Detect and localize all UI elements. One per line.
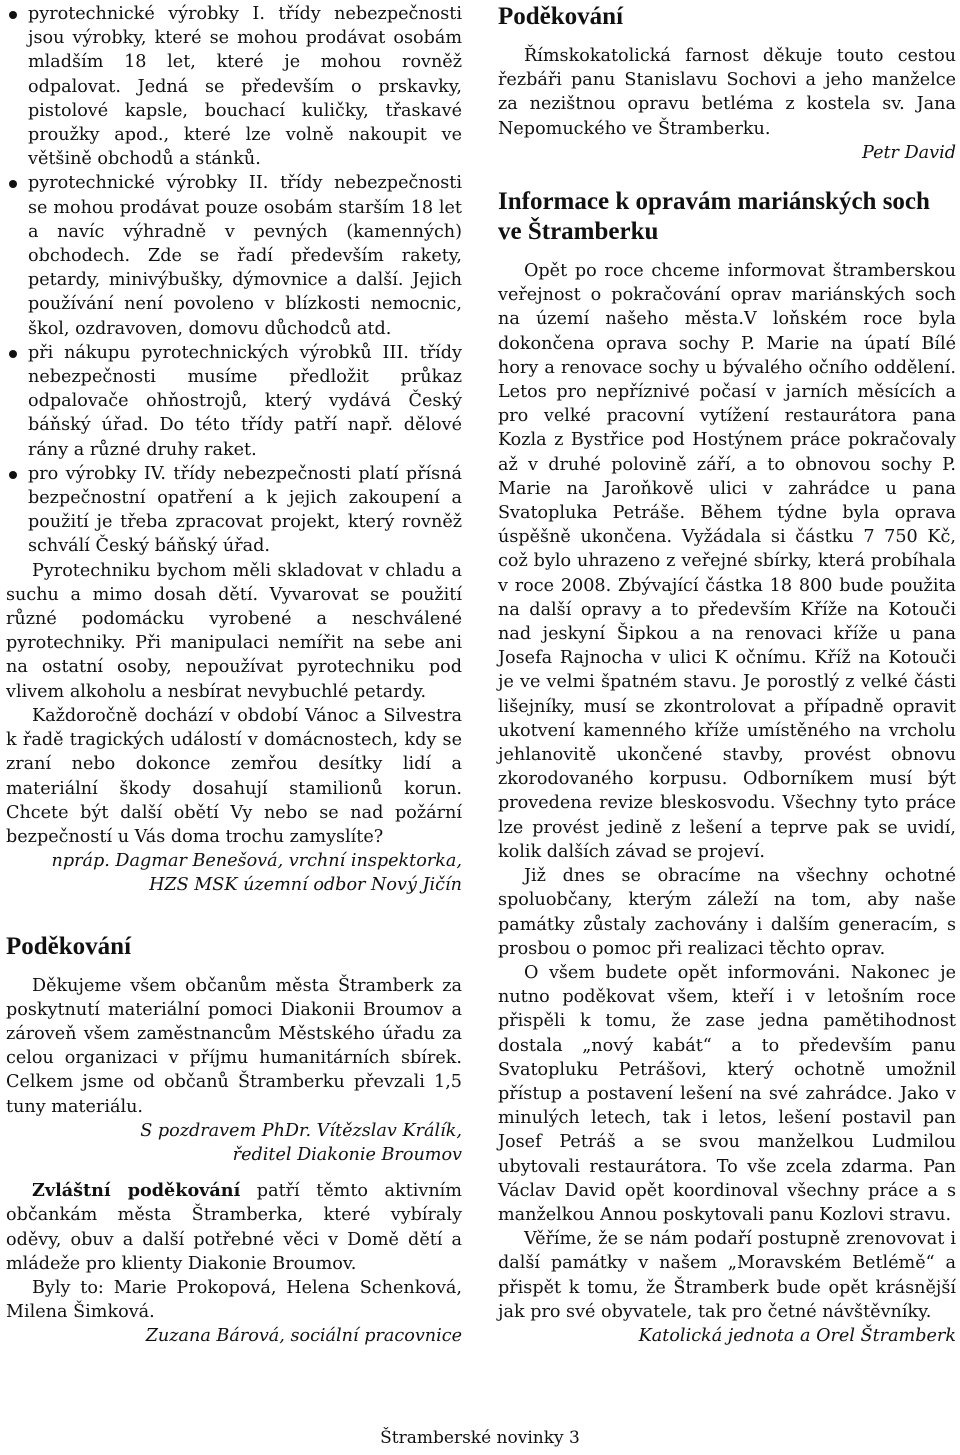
diakonie-title: ředitel Diakonie Broumov — [232, 1144, 462, 1165]
section-heading-statues: Informace k opravám mariánských soch ve Štramberku — [498, 188, 930, 246]
statues-paragraph-3: O všem budete opět informováni. Nakonec je nutno poděkovat všem, kteří i v letošním roce přispěli k tomu, že zase jedna pamětihodnost dostala „nový kabát“ a to především panu Svatopluku Petrášovi, který ochotně umožnil přístup a postavení lešení na své zahrádce. Jako v minulých letech, tak i letos, lešení postavil pan Josef Petráš a se svou manželkou Ludmilou ubytovali restaurátora. To vše zcela zdarma. Pan Václav David opět koordinoval všechny práce a s manželkou Annou poskytovali panu Kozlovi stravu. — [498, 962, 956, 1225]
page-footer: Štramberské novinky 3 — [380, 1428, 580, 1448]
author-signature: npráp. Dagmar Benešová, vrchní inspektorka, — [51, 851, 462, 872]
storage-paragraph: Pyrotechniku bychom měli skladovat v chladu a suchu a mimo dosah dětí. Vyvarovat se použití různé podomácku vyrobené a neschválené pyrotechniky. Při manipulaci nemířit na sebe ani na ostatní osoby, nepoužívat pyrotechniku pod vlivem alkoholu a nesbírat nevybuchlé petardy. — [6, 560, 462, 702]
special-thanks-label: Zvláštní poděkování — [32, 1180, 241, 1202]
bullet-class-1: pyrotechnické výrobky I. třídy nebezpečnosti jsou výrobky, které se mohou prodávat osobám mladším 18 let, které je mohou rovněž odpalovat. Jedná se především o prskavky, pistolové kapsle, bouchací kuličky, třaskavé proužky apod., které lze volně nakoupit ve většině obchodů a stánků. — [6, 2, 462, 171]
parish-signature: Petr David — [862, 142, 956, 163]
thanks-parish-body: Římskokatolická farnost děkuje touto cestou řezbáři panu Stanislavu Sochovi a jeho manželce za nezištnou opravu betléma z kostela sv. Jana Nepomuckého ve Štramberku. — [498, 46, 956, 139]
special-thanks-paragraph — [6, 1179, 462, 1276]
accidents-paragraph: Každoročně dochází v období Vánoc a Silvestra k řadě tragických událostí v domácnostech, kdy se zraní nebo dokonce zemřou desítky lidí a materiální škody dosahují stamilionů korun. Chcete být další obětí Vy nebo se nad požární bezpečností u Vás doma trochu zamyslíte? — [6, 705, 462, 847]
bullet-class-2: pyrotechnické výrobky II. třídy nebezpečnosti se mohou prodávat pouze osobám starším 18 let a navíc výhradně v pevných (kamenných) obchodech. Zde se řadí především rakety, petardy, minivýbušky, dýmovnice a další. Jejich používání není povoleno v blízkosti nemocnic, škol, ozdravoven, domovu důchodců atd. — [6, 171, 462, 340]
diakonie-signature: S pozdravem PhDr. Vítězslav Králík, — [140, 1120, 462, 1141]
section-heading-thanks-diakonie: Poděkování — [6, 932, 132, 960]
thanks-diakonie-body: Děkujeme všem občanům města Štramberk za poskytnutí materiální pomoci Diakonii Broumov a zároveň všem zaměstnancům Městského úřadu za celou organizaci v příjmu humanitárních sbírek. Celkem jsme od občanů Štramberku převzali 1,5 tuny materiálu. — [6, 975, 462, 1117]
social-worker-signature: Zuzana Bárová, sociální pracovnice — [145, 1326, 462, 1347]
statues-paragraph-1: Opět po roce chceme informovat štramberskou veřejnost o pokračování oprav mariánských soch na území našeho města.V loňském roce byla dokončena oprava sochy P. Marie na úpatí Bílé hory a renovace sochy u bývalého očního oddělení. Letos pro nepříznivé počasí v jarních měsících a pro velké pracovní vytížení restaurátora pana Kozla z Bystřice pod Hostýnem práce pokračovaly až v druhé polovině září, a to obnovou sochy P. Marie na Jaroňkově ulici v zahrádce u pana Svatopluka Petráše. Během týdne byla oprava úspěšně ukončena. Vyžádala si částku 7 750 Kč, což bylo uhrazeno z veřejné sbírky, která probíhala v roce 2008. Zbývající částka 18 800 bude použita na další opravy a to především Kříže na Kotouči nad jeskyní Šipkou a na renovaci kříže u pana Josefa Rajnocha v ulici K očnímu. Kříž na Kotouči je ve velmi špatném stavu. Je porostlý z velké části lišejníky, musí se zkontrolovat a případně opravit ukotvení kamenného kříže umístěného na vrcholu jehlanovitě ukončené stavby, provést obnovu zkorodovaného korpusu. Odborníkem musí být provedena revize bleskosvodu. Všechny tyto práce lze provést jedině z lešení a teprve pak se uvidí, kolik dalších závad se projeví. — [498, 261, 956, 862]
left-column — [6, 2, 462, 1349]
bullet-class-3: při nákupu pyrotechnických výrobků III. třídy nebezpečnosti musíme předložit průkaz odpalovače ohňostrojů, který vydává Český báňský úřad. Do této třídy patří např. dělové rány a různé druhy raket. — [6, 341, 462, 462]
right-column — [498, 2, 956, 1348]
statues-paragraph-2: Již dnes se obracíme na všechny ochotné spoluobčany, kterým záleží na tom, aby naše památky zůstaly zachovány i dalším generacím, s prosbou o pomoc při realizaci těchto oprav. — [498, 866, 956, 959]
volunteer-names: Byly to: Marie Prokopová, Helena Schenková, Milena Šimková. — [6, 1277, 462, 1323]
special-thanks-text: patří těmto aktivním občankám města Štramberka, které vybíraly oděvy, obuv a další potřebné věci v Domě dětí a mládeže pro klienty Diakonie Broumov. — [6, 1181, 462, 1274]
section-heading-thanks-parish: Poděkování — [498, 3, 624, 30]
author-affiliation: HZS MSK územní odbor Nový Jičín — [149, 875, 462, 896]
bullet-class-4: pro výrobky IV. třídy nebezpečnosti platí přísná bezpečnostní opatření a k jejich zakoupení a použití je třeba zpracovat projekt, který rovněž schválí Český báňský úřad. — [6, 462, 462, 559]
statues-signature: Katolická jednota a Orel Štramberk — [638, 1325, 956, 1346]
statues-paragraph-4: Věříme, že se nám podaří postupně zrenovovat i další památky v našem „Moravském Betlémě“ a přispět k tomu, že Štramberk bude opět krásnější jak pro své obyvatele, tak pro četné návštěvníky. — [498, 1229, 956, 1322]
